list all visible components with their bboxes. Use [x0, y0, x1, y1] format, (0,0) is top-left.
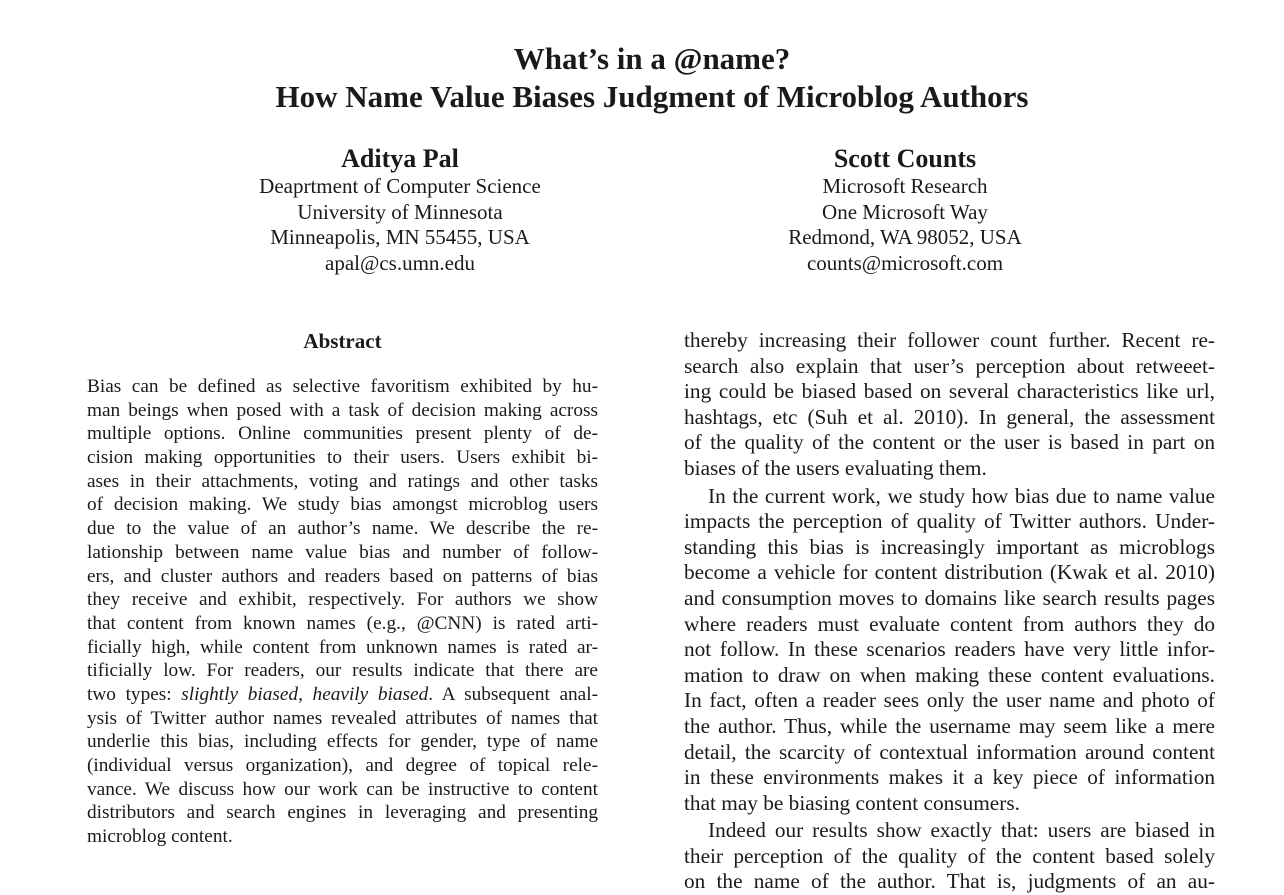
- author-name: Scott Counts: [833, 144, 977, 173]
- abstract-line: (individual versus organization), and degree of topical rele-: [87, 755, 598, 776]
- body-paragraph-2: [684, 484, 1215, 817]
- author-email: counts@microsoft.com: [806, 250, 1004, 275]
- body-line: their perception of the quality of the content based solely: [684, 843, 1215, 868]
- body-line: the author. Thus, while the username may seem like a mere: [684, 713, 1215, 738]
- types-suffix: . A subsequent anal-: [428, 683, 599, 705]
- abstract-line: ases in their attachments, voting and ratings and other tasks: [87, 470, 598, 492]
- body-line: hashtags, etc (Suh et al. 2010). In general, the assessment: [684, 404, 1215, 429]
- author-name: Aditya Pal: [341, 144, 459, 173]
- body-paragraph-1: [684, 328, 1215, 482]
- abstract-line: Bias can be defined as selective favoritism exhibited by hu-: [87, 376, 598, 397]
- abstract-line: ficially high, while content from unknown names is rated ar-: [87, 636, 598, 658]
- abstract-line: tificially low. For readers, our results indicate that there are: [87, 660, 598, 682]
- body-line: standing this bias is increasingly important as microblogs: [684, 534, 1215, 559]
- abstract-line: underlie this bias, including effects for gender, type of name: [87, 731, 598, 753]
- author-affiliation-line: Deaprtment of Computer Science: [259, 174, 541, 198]
- abstract-line: microblog content.: [87, 826, 233, 848]
- title-line-1: What’s in a @name?: [513, 41, 791, 76]
- title-line-2: How Name Value Biases Judgment of Microblog Authors: [275, 79, 1029, 114]
- types-separator: ,: [298, 683, 313, 705]
- author-affiliation-line: Minneapolis, MN 55455, USA: [270, 225, 530, 249]
- body-line: and consumption moves to domains like search results pages: [684, 585, 1215, 610]
- abstract-line: lationship between name value bias and number of follow-: [87, 541, 598, 563]
- abstract-line: cision making opportunities to their users. Users exhibit bi-: [87, 447, 598, 469]
- body-line: that may be biasing content consumers.: [684, 790, 1020, 815]
- body-line: ing could be biased based on several characteristics like url,: [684, 379, 1215, 404]
- abstract-line: they receive and exhibit, respectively. For authors we show: [87, 589, 598, 611]
- abstract-line: distributors and search engines in leveraging and presenting: [87, 802, 598, 824]
- author-affiliation-line: University of Minnesota: [297, 199, 503, 224]
- author-affiliation-line: Redmond, WA 98052, USA: [788, 225, 1022, 249]
- abstract-line: ysis of Twitter author names revealed attributes of names that: [87, 707, 598, 729]
- body-line: mation to draw on when making these content evaluations.: [684, 662, 1215, 687]
- body-line: of the quality of the content or the user is based in part on: [684, 430, 1215, 455]
- body-line: on the name of the author. That is, judgments of an au-: [684, 869, 1215, 894]
- abstract-line: of decision making. We study bias amongst microblog users: [87, 494, 598, 516]
- author-affiliation-line: Microsoft Research: [822, 174, 988, 198]
- type-heavily-biased: heavily biased: [312, 683, 429, 705]
- body-column-right: [684, 328, 1215, 895]
- author-email: apal@cs.umn.edu: [325, 250, 475, 275]
- abstract-body: [87, 375, 598, 849]
- types-prefix: two types:: [87, 683, 182, 705]
- body-line: Indeed our results show exactly that: users are biased in: [708, 818, 1215, 843]
- abstract-line: that content from known names (e.g., @CNN) is rated arti-: [87, 612, 598, 634]
- body-paragraph-3: [684, 818, 1215, 895]
- body-line: In the current work, we study how bias due to name value: [708, 483, 1215, 508]
- body-line: become a vehicle for content distribution (Kwak et al. 2010): [684, 560, 1215, 585]
- body-line: In fact, often a reader sees only the user name and photo of: [684, 688, 1215, 713]
- body-line: impacts the perception of quality of Twitter authors. Under-: [684, 509, 1215, 534]
- body-line: where readers must evaluate content from authors they do: [684, 611, 1215, 636]
- author-affiliation-line: One Microsoft Way: [822, 199, 988, 224]
- abstract-line-types: [87, 683, 598, 707]
- abstract-line: man beings when posed with a task of decision making across: [87, 399, 598, 421]
- abstract-line: multiple options. Online communities present plenty of de-: [87, 423, 598, 445]
- abstract-line: vance. We discuss how our work can be instructive to content: [87, 778, 598, 800]
- abstract-line: ers, and cluster authors and readers based on patterns of bias: [87, 565, 598, 587]
- body-line: thereby increasing their follower count further. Recent re-: [684, 328, 1215, 352]
- body-line: search also explain that user’s perception about retweeet-: [684, 353, 1215, 378]
- paper-title: [0, 40, 1284, 116]
- abstract-line: due to the value of an author’s name. We describe the re-: [87, 518, 598, 540]
- body-line: in these environments makes it a key piece of information: [684, 765, 1215, 790]
- type-slightly-biased: slightly biased: [181, 683, 299, 705]
- body-line: detail, the scarcity of contextual information around content: [684, 739, 1215, 764]
- author-block-2: [705, 143, 1105, 276]
- author-block-1: [200, 143, 600, 276]
- body-line: not follow. In these scenarios readers have very little infor-: [684, 637, 1215, 662]
- abstract-heading: Abstract: [303, 329, 382, 353]
- body-line: biases of the users evaluating them.: [684, 455, 987, 480]
